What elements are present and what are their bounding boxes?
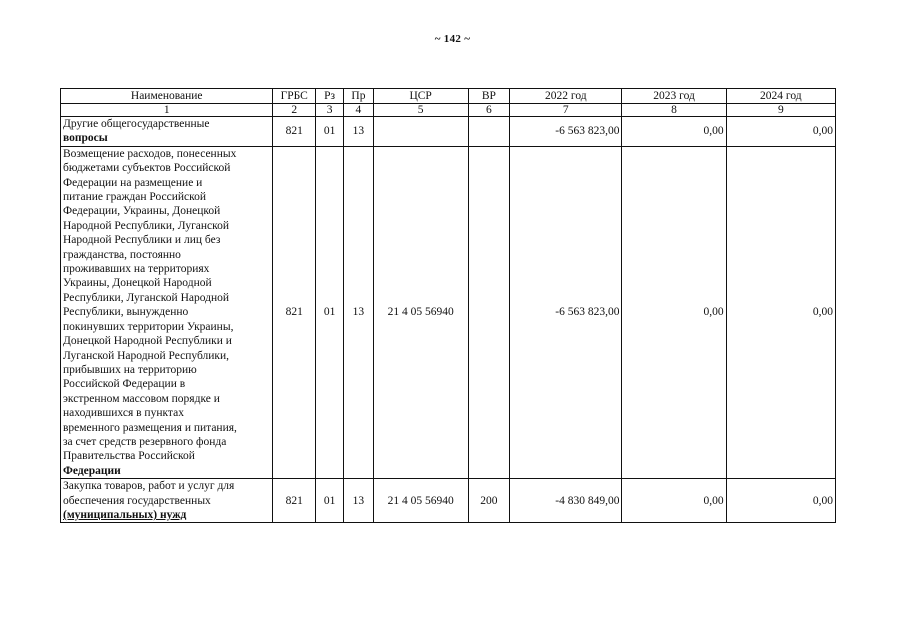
name-line: проживавших на территориях <box>63 263 210 276</box>
cell-2024: 0,00 <box>726 146 835 478</box>
name-line: Российской Федерации в <box>63 378 186 391</box>
cell-grbs: 821 <box>273 479 315 523</box>
cell-csr: 21 4 05 56940 <box>373 479 468 523</box>
cell-2023: 0,00 <box>622 146 726 478</box>
column-number: 2 <box>273 104 315 117</box>
cell-csr: 21 4 05 56940 <box>373 146 468 478</box>
cell-grbs: 821 <box>273 146 315 478</box>
table-body <box>61 117 836 523</box>
header-vr: ВР <box>468 89 509 104</box>
name-line: Республики, вынужденно <box>63 306 189 319</box>
name-line: питание граждан Российской <box>63 191 207 204</box>
header-csr: ЦСР <box>373 89 468 104</box>
name-line: Федерации на размещение и <box>63 176 203 189</box>
name-line: Украины, Донецкой Народной <box>63 277 212 290</box>
cell-pr: 13 <box>344 479 373 523</box>
cell-2022: -4 830 849,00 <box>510 479 622 523</box>
header-rz: Рз <box>315 89 343 104</box>
name-line: Правительства Российской <box>63 450 195 463</box>
name-line: обеспечения государственных <box>63 494 211 507</box>
cell-2022: -6 563 823,00 <box>510 117 622 147</box>
name-line: гражданства, постоянно <box>63 248 181 261</box>
name-line: бюджетами субъектов Российской <box>63 162 231 175</box>
page-number: ~ 142 ~ <box>434 33 471 45</box>
cell-pr: 13 <box>344 117 373 147</box>
cell-2022: -6 563 823,00 <box>510 146 622 478</box>
budget-table <box>60 88 836 523</box>
header-2023: 2023 год <box>622 89 726 104</box>
name-line: находившихся в пунктах <box>63 407 184 420</box>
cell-vr <box>468 117 509 147</box>
cell-csr <box>373 117 468 147</box>
name-line: покинувших территории Украины, <box>63 320 234 333</box>
cell-name <box>61 146 273 478</box>
cell-2023: 0,00 <box>622 479 726 523</box>
name-line: экстренном массовом порядке и <box>63 392 220 405</box>
name-line: Закупка товаров, работ и услуг для <box>63 480 235 493</box>
cell-2024: 0,00 <box>726 117 835 147</box>
name-line: Республики, Луганской Народной <box>63 291 230 304</box>
name-line: Народной Республики и лиц без <box>63 234 221 247</box>
column-number: 3 <box>315 104 343 117</box>
name-line: Луганской Народной Республики, <box>63 349 230 362</box>
cell-rz: 01 <box>315 117 343 147</box>
header-2022: 2022 год <box>510 89 622 104</box>
column-number: 4 <box>344 104 373 117</box>
cell-2024: 0,00 <box>726 479 835 523</box>
column-number: 7 <box>510 104 622 117</box>
table-row <box>61 117 836 147</box>
header-row <box>61 89 836 104</box>
cell-2023: 0,00 <box>622 117 726 147</box>
column-number: 5 <box>373 104 468 117</box>
header-grbs: ГРБС <box>273 89 315 104</box>
cell-name <box>61 117 273 147</box>
name-line: Федерации, Украины, Донецкой <box>63 205 221 218</box>
header-pr: Пр <box>344 89 373 104</box>
name-line-bold: Федерации <box>63 464 121 477</box>
name-line: Народной Республики, Луганской <box>63 219 230 232</box>
cell-vr: 200 <box>468 479 509 523</box>
name-line: Другие общегосударственные <box>63 118 210 130</box>
cell-grbs: 821 <box>273 117 315 147</box>
column-number: 8 <box>622 104 726 117</box>
cell-pr: 13 <box>344 146 373 478</box>
name-line-bold: (муниципальных) нужд <box>63 508 187 521</box>
name-line: Возмещение расходов, понесенных <box>63 147 237 160</box>
cell-name <box>61 479 273 523</box>
name-line-bold: вопросы <box>63 132 108 145</box>
column-number-row <box>61 104 836 117</box>
table-row <box>61 146 836 478</box>
column-number: 9 <box>726 104 835 117</box>
header-2024: 2024 год <box>726 89 835 104</box>
column-number: 6 <box>468 104 509 117</box>
cell-rz: 01 <box>315 146 343 478</box>
name-line: за счет средств резервного фонда <box>63 435 227 448</box>
table-row <box>61 479 836 523</box>
column-number: 1 <box>61 104 273 117</box>
cell-rz: 01 <box>315 479 343 523</box>
name-line: временного размещения и питания, <box>63 421 237 434</box>
name-line: Донецкой Народной Республики и <box>63 335 232 348</box>
cell-vr <box>468 146 509 478</box>
header-name: Наименование <box>61 89 273 104</box>
name-line: прибывших на территорию <box>63 363 197 376</box>
